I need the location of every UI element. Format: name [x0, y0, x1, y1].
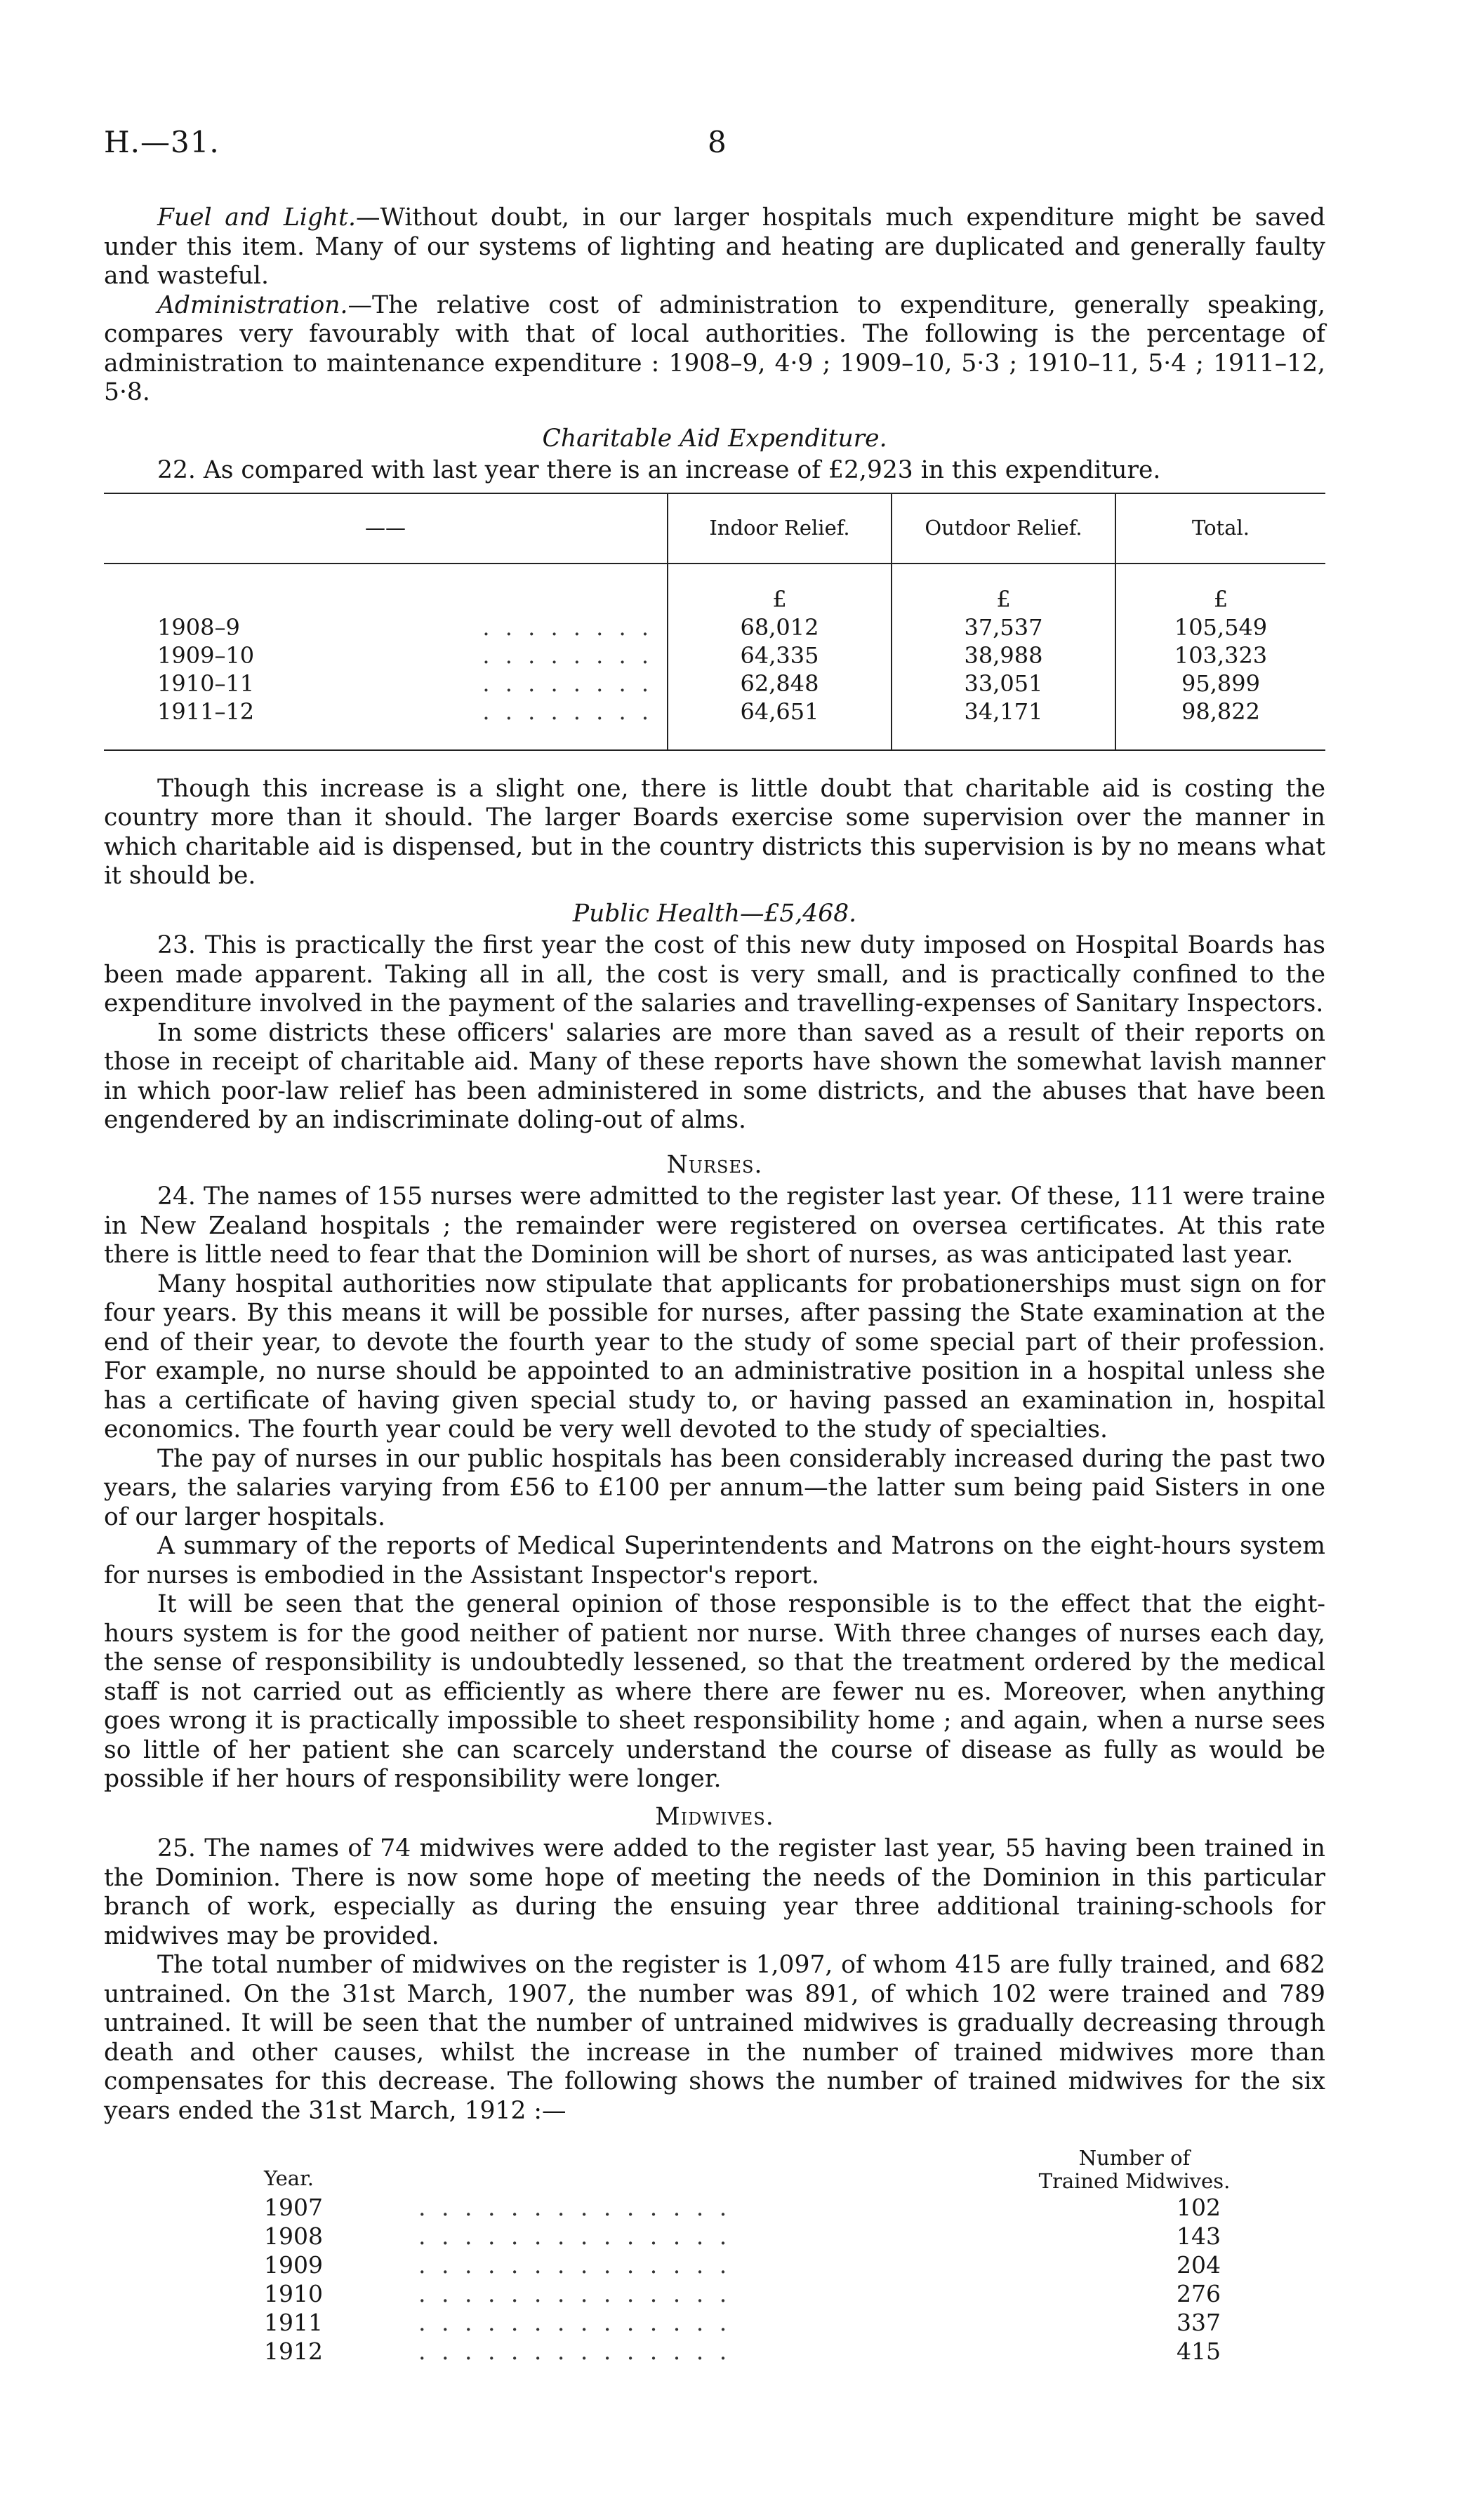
row-value: 102	[1177, 2194, 1221, 2221]
public-health-title: Public Health—£5,468.	[572, 899, 857, 928]
row-year: 1908	[264, 2222, 323, 2250]
table-row	[264, 2337, 1233, 2366]
page-header	[104, 125, 1325, 174]
dot-leader: . . . . . . . . . . . . . .	[418, 2222, 731, 2250]
row-year: 1909–10	[157, 641, 255, 669]
cell-total: 98,822	[1115, 698, 1325, 750]
row-value: 204	[1177, 2251, 1221, 2279]
cell-outdoor: 33,051	[892, 669, 1115, 698]
cell-outdoor: 38,988	[892, 641, 1115, 669]
administration-heading: Administration.	[157, 291, 348, 319]
unit-outdoor: £	[892, 564, 1115, 613]
body-text	[104, 204, 1325, 2366]
table-header-row	[104, 493, 1325, 564]
paragraph-22: 22. As compared with last year there is an increase of £2,923 in this expenditure.	[157, 456, 1161, 484]
column-header-outdoor: Outdoor Relief.	[892, 493, 1115, 564]
table-row	[264, 2308, 1233, 2337]
administration-paragraph	[104, 291, 1325, 408]
column-header-number	[1036, 2147, 1233, 2193]
dot-leader: . . . . . . . . . . . . . .	[418, 2251, 731, 2279]
fuel-paragraph	[104, 204, 1325, 291]
row-year: 1910–11	[157, 669, 255, 697]
row-year: 1908–9	[157, 613, 240, 641]
row-value: 143	[1177, 2222, 1221, 2250]
administration-text: —The relative cost of administration to expenditure, generally speaking, compares very favourably with that of local authorities. The following is the percentage of administration to maintenance expenditure : 1908–9, 4·9 ; 1909–10, 5·3 ; 1910–11, 5·4 ; 1911–12, 5·8.	[104, 291, 1325, 406]
paragraph-23: 23. This is practically the first year the cost of this new duty imposed on Hospital Boards has been made apparent. Taking all in all, the cost is very small, and is practically confined to the expenditure involved in the payment of the salaries and travelling-expenses of Sanitary Inspectors.	[104, 931, 1325, 1018]
column-header-year: Year.	[264, 2166, 314, 2190]
table-row	[264, 2193, 1233, 2222]
paragraph-24: 24. The names of 155 nurses were admitted to the register last year. Of these, 111 were traine in New Zealand hospitals ; the remainder were registered on oversea certificates. At this rate there is little need to fear that the Dominion will be short of nurses, as was anticipated last year.	[104, 1182, 1325, 1269]
unit-row	[104, 564, 1325, 613]
midwives-paragraph-2: The total number of midwives on the register is 1,097, of whom 415 are fully trained, and 682 untrained. On the 31st March, 1907, the number was 891, of which 102 were trained and 789 untrained. It will be seen that the number of untrained midwives is gradually decreasing through death and other causes, whilst the increase in the number of trained midwives more than compensates for this decrease. The following shows the number of trained midwives for the six years ended the 31st March, 1912 :—	[104, 1951, 1325, 2125]
table-row	[264, 2251, 1233, 2279]
cell-total: 95,899	[1115, 669, 1325, 698]
page-number: 8	[708, 125, 727, 159]
midwives-table-header	[264, 2133, 1233, 2193]
table-row	[104, 641, 1325, 669]
cell-indoor: 62,848	[668, 669, 892, 698]
row-value: 276	[1177, 2280, 1221, 2307]
fuel-text: —Without doubt, in our larger hospitals much expenditure might be saved under this item. Many of our systems of lighting and heating are duplicated and generally faulty and wasteful.	[104, 204, 1325, 290]
trained-midwives-table	[264, 2133, 1233, 2366]
column-header-number-line2: Trained Midwives.	[1038, 2169, 1231, 2193]
table-row	[104, 669, 1325, 698]
cell-total: 105,549	[1115, 613, 1325, 641]
dot-leader: . . . . . . . .	[482, 613, 653, 641]
dot-leader: . . . . . . . . . . . . . .	[418, 2309, 731, 2336]
charitable-aid-title: Charitable Aid Expenditure.	[542, 424, 887, 453]
row-year: 1910	[264, 2280, 323, 2307]
column-header-total: Total.	[1115, 493, 1325, 564]
dot-leader: . . . . . . . .	[482, 641, 653, 669]
dot-leader: . . . . . . . . . . . . . .	[418, 2338, 731, 2365]
charitable-aid-paragraph: Though this increase is a slight one, there is little doubt that charitable aid is costing the country more than it should. The larger Boards exercise some supervision over the manner in which charitable aid is dispensed, but in the country districts this supervision is by no means what it should be.	[104, 774, 1325, 890]
dot-leader: . . . . . . . . . . . . . .	[418, 2194, 731, 2221]
cell-outdoor: 34,171	[892, 698, 1115, 750]
table-row	[104, 698, 1325, 750]
row-value: 415	[1177, 2338, 1221, 2365]
row-year: 1911–12	[157, 698, 255, 725]
cell-indoor: 64,335	[668, 641, 892, 669]
row-year: 1912	[264, 2338, 323, 2365]
column-header-number-line1: Number of	[1078, 2146, 1191, 2170]
document-code: H.—31.	[104, 125, 220, 159]
nurses-paragraph-4: A summary of the reports of Medical Superintendents and Matrons on the eight-hours system for nurses is embodied in the Assistant Inspector's report.	[104, 1532, 1325, 1589]
row-year: 1909	[264, 2251, 323, 2279]
paragraph-25: 25. The names of 74 midwives were added to the register last year, 55 having been trained in the Dominion. There is now some hope of meeting the needs of the Dominion in this particular branch of work, especially as during the ensuing year three additional training-schools for midwives may be provided.	[104, 1834, 1325, 1950]
nurses-paragraph-2: Many hospital authorities now stipulate that applicants for probationerships must sign on for four years. By this means it will be possible for nurses, after passing the State examination at the end of their year, to devote the fourth year to the study of some special part of their profession. For example, no nurse should be appointed to an administrative position in a hospital unless she has a certificate of having given special study to, or having passed an examination in, hospital economics. The fourth year could be very well devoted to the study of specialties.	[104, 1269, 1325, 1444]
paragraph-23-continued: In some districts these officers' salaries are more than saved as a result of their reports on those in receipt of charitable aid. Many of these reports have shown the somewhat lavish manner in which poor-law relief has been administered in some districts, and the abuses that have been engendered by an indiscriminate doling-out of alms.	[104, 1018, 1325, 1134]
cell-total: 103,323	[1115, 641, 1325, 669]
column-header-blank: ——	[104, 493, 668, 564]
cell-indoor: 68,012	[668, 613, 892, 641]
dot-leader: . . . . . . . .	[482, 698, 653, 725]
nurses-paragraph-3: The pay of nurses in our public hospitals has been considerably increased during the past two years, the salaries varying from £56 to £100 per annum—the latter sum being paid Sisters in one of our larger hospitals.	[104, 1444, 1325, 1531]
unit-total: £	[1115, 564, 1325, 613]
cell-outdoor: 37,537	[892, 613, 1115, 641]
nurses-title: Nurses.	[666, 1150, 763, 1179]
table-row	[264, 2222, 1233, 2251]
charitable-aid-table	[104, 493, 1325, 751]
row-value: 337	[1177, 2309, 1221, 2336]
dot-leader: . . . . . . . . . . . . . .	[418, 2280, 731, 2307]
row-year: 1911	[264, 2309, 323, 2336]
unit-indoor: £	[668, 564, 892, 613]
dot-leader: . . . . . . . .	[482, 669, 653, 697]
midwives-title: Midwives.	[655, 1802, 774, 1831]
table-row	[104, 613, 1325, 641]
table-row	[264, 2279, 1233, 2308]
column-header-indoor: Indoor Relief.	[668, 493, 892, 564]
nurses-paragraph-5: It will be seen that the general opinion of those responsible is to the effect that the eight-hours system is for the good neither of patient nor nurse. With three changes of nurses each day, the sense of responsibility is undoubtedly lessened, so that the treatment ordered by the medical staff is not carried out as efficiently as where there are fewer nu es. Moreover, when anything goes wrong it is practically impossible to sheet responsibility home ; and again, when a nurse sees so little of her patient she can scarcely understand the course of disease as fully as would be possible if her hours of responsibility were longer.	[104, 1590, 1325, 1793]
row-year: 1907	[264, 2194, 323, 2221]
fuel-heading: Fuel and Light.	[157, 204, 356, 232]
cell-indoor: 64,651	[668, 698, 892, 750]
